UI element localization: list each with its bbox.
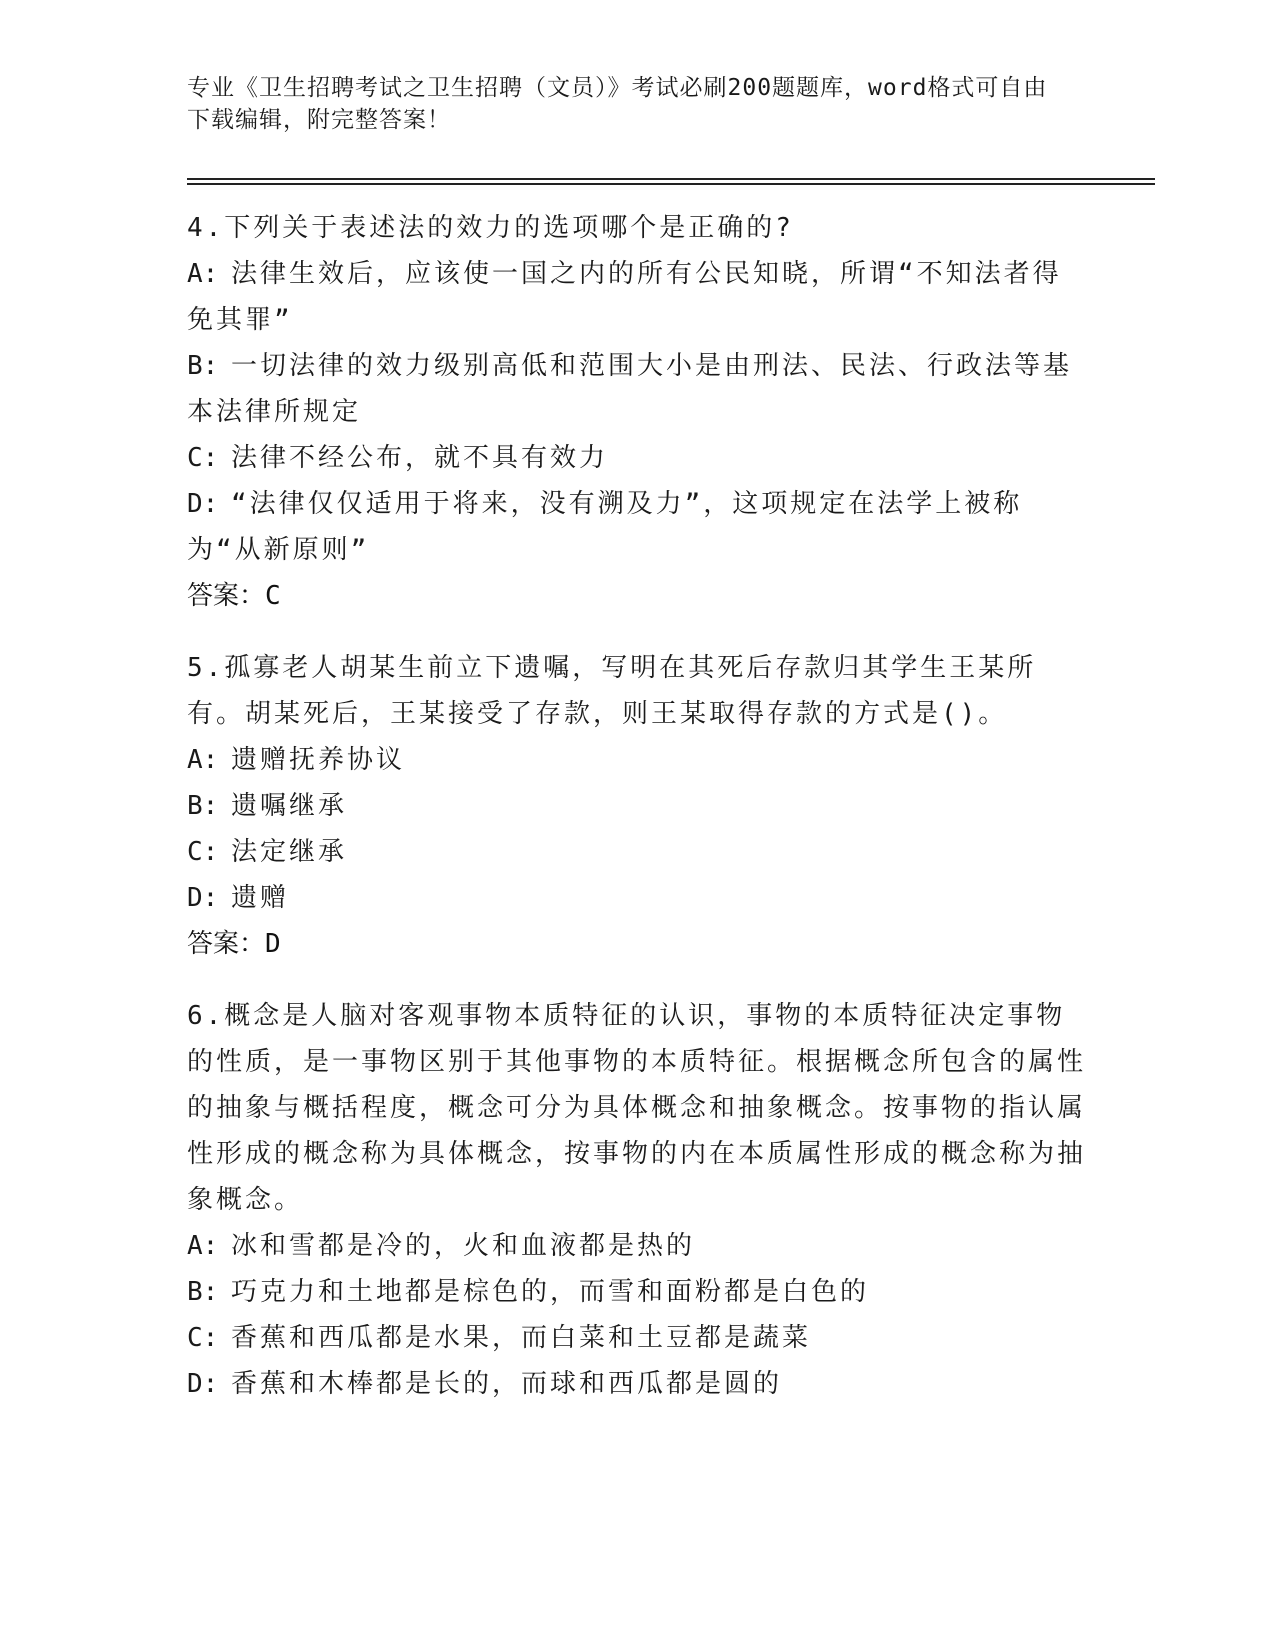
option-a <box>187 1223 1087 1269</box>
answer-line <box>187 921 1087 967</box>
header-divider-secondary <box>187 183 1155 185</box>
option-letter: B: <box>187 1277 219 1307</box>
answer-value: C <box>265 581 281 611</box>
option-text: 一切法律的效力级别高低和范围大小是由刑法、民法、行政法等基本法律所规定 <box>187 351 1073 427</box>
header-divider <box>187 178 1155 180</box>
option-text: 法律生效后，应该使一国之内的所有公民知晓，所谓“不知法者得免其罪” <box>187 259 1062 335</box>
option-text: 遗赠抚养协议 <box>231 745 406 775</box>
option-letter: A: <box>187 745 219 775</box>
answer-value: D <box>265 929 281 959</box>
option-b <box>187 783 1087 829</box>
option-text: 法定继承 <box>231 837 348 867</box>
option-letter: A: <box>187 259 219 289</box>
option-text: 遗赠 <box>231 883 290 913</box>
option-c <box>187 435 1087 481</box>
option-letter: C: <box>187 1323 219 1353</box>
option-a <box>187 251 1087 343</box>
answer-line <box>187 573 1087 619</box>
option-letter: D: <box>187 1369 219 1399</box>
option-text: 香蕉和木棒都是长的，而球和西瓜都是圆的 <box>231 1369 783 1399</box>
option-c <box>187 1315 1087 1361</box>
question-4 <box>187 205 1087 619</box>
option-b <box>187 343 1087 435</box>
question-6 <box>187 993 1087 1407</box>
option-text: 遗嘱继承 <box>231 791 348 821</box>
question-5 <box>187 645 1087 967</box>
option-a <box>187 737 1087 783</box>
question-list <box>187 205 1087 1433</box>
option-letter: D: <box>187 489 219 519</box>
header-text: 专业《卫生招聘考试之卫生招聘（文员）》考试必刷200题题库，word格式可自由下载编辑，附完整答案！ <box>187 75 1048 133</box>
option-text: 法律不经公布，就不具有效力 <box>231 443 609 473</box>
question-text: 5.孤寡老人胡某生前立下遗嘱，写明在其死后存款归其学生王某所有。胡某死后，王某接受了存款，则王某取得存款的方式是()。 <box>187 653 1037 729</box>
option-letter: C: <box>187 443 219 473</box>
option-letter: D: <box>187 883 219 913</box>
option-d <box>187 875 1087 921</box>
option-letter: B: <box>187 351 219 381</box>
option-text: 巧克力和土地都是棕色的，而雪和面粉都是白色的 <box>231 1277 870 1307</box>
answer-label: 答案： <box>187 581 266 611</box>
option-letter: C: <box>187 837 219 867</box>
answer-label: 答案： <box>187 929 266 959</box>
option-text: “法律仅仅适用于将来，没有溯及力”，这项规定在法学上被称为“从新原则” <box>187 489 1023 565</box>
question-text: 4.下列关于表述法的效力的选项哪个是正确的? <box>187 213 794 243</box>
option-d <box>187 1361 1087 1407</box>
question-text: 6.概念是人脑对客观事物本质特征的认识，事物的本质特征决定事物的性质，是一事物区别于其他事物的本质特征。根据概念所包含的属性的抽象与概括程度，概念可分为具体概念和抽象概念。按事物的指认属性形成的概念称为具体概念，按事物的内在本质属性形成的概念称为抽象概念。 <box>187 1001 1087 1215</box>
document-header <box>187 72 1067 136</box>
option-letter: A: <box>187 1231 219 1261</box>
option-text: 香蕉和西瓜都是水果，而白菜和土豆都是蔬菜 <box>231 1323 812 1353</box>
option-c <box>187 829 1087 875</box>
option-letter: B: <box>187 791 219 821</box>
option-b <box>187 1269 1087 1315</box>
option-d <box>187 481 1087 573</box>
option-text: 冰和雪都是冷的，火和血液都是热的 <box>231 1231 696 1261</box>
